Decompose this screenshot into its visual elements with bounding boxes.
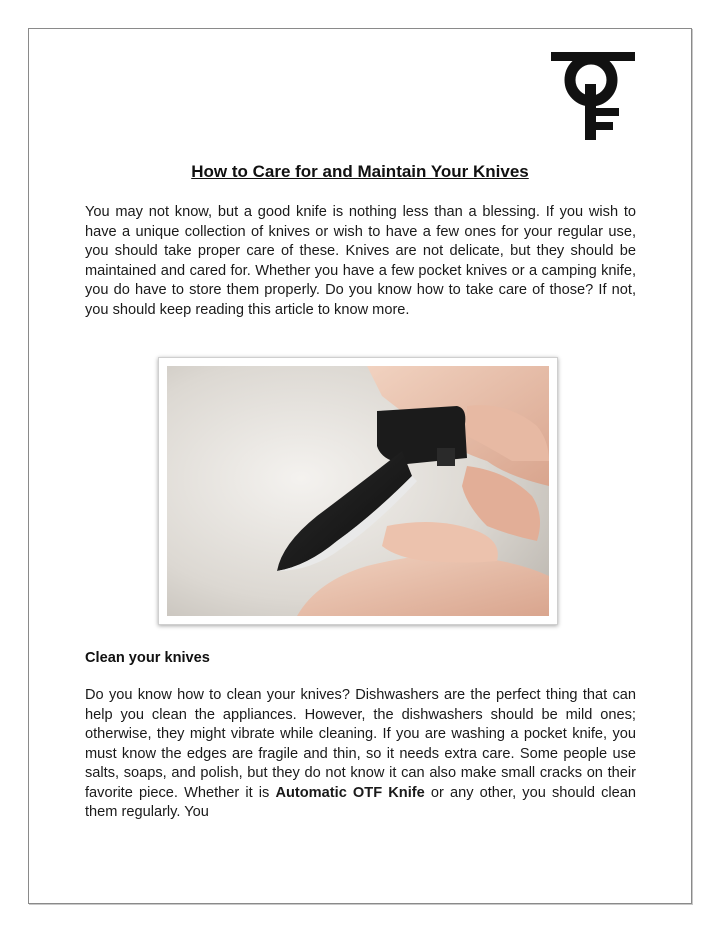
section-bold-link-text: Automatic OTF Knife	[275, 784, 425, 801]
section-text-after: or any other, you should clean them regularly. You	[85, 784, 636, 820]
knife-photo-frame	[158, 357, 558, 625]
section-text-before: Do you know how to clean your knives? Dishwashers are the perfect thing that can help you clean the appliances. However, the dishwashers should be mild ones; otherwise, they might vibrate while cleaning. If you are washing a pocket knife, you must know the edges are fragile and thin, so it needs extra care. Some people use salts, soaps, and polish, but they do not know it can also make small cracks on their favorite piece. Whether it is	[85, 687, 636, 801]
intro-paragraph: You may not know, but a good knife is nothing less than a blessing. If you wish to have a unique collection of knives or wish to have a few ones for your regular use, you should take proper care of these. Knives are not delicate, but they should be maintained and cared for. Whether you have a few pocket knives or a camping knife, you do have to store them properly. Do you know how to take care of those? If not, you should keep reading this article to know more.	[85, 204, 636, 318]
knife-photo	[167, 366, 549, 616]
otf-logo-icon	[548, 44, 638, 144]
section-heading: Clean your knives	[85, 650, 210, 666]
page-title: How to Care for and Maintain Your Knives	[191, 162, 529, 181]
section-paragraph	[85, 686, 636, 823]
